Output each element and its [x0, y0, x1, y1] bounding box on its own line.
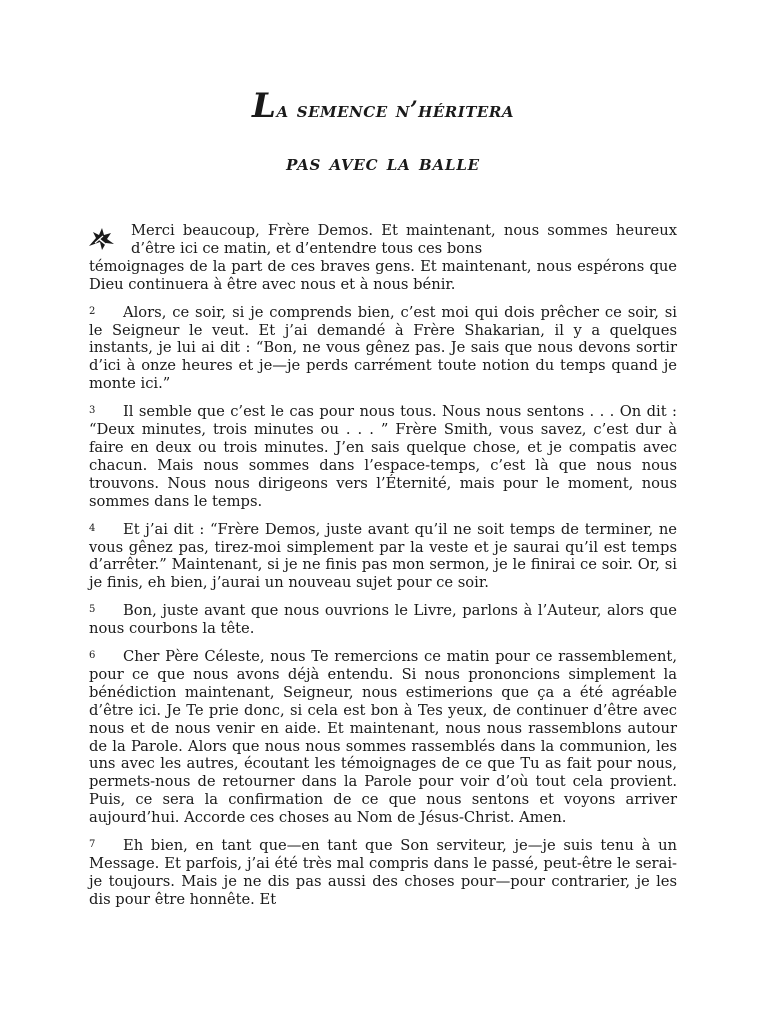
paragraph-4: [89, 521, 677, 593]
paragraph-7: [89, 837, 677, 909]
paragraph-text: Alors, ce soir, si je comprends bien, c’est moi qui dois prêcher ce soir, si le Seigneur le veut. Et j’ai demandé à Frère Shakarian, il y a quelques instants, je lui ai dit : “Bon, ne vous gênez pas. Je sais que nous devons sortir d’ici à onze heures et je—je perds carrément toute notion du temps quand je monte ici.”: [89, 303, 677, 393]
paragraph-number: 7: [89, 839, 96, 851]
title-line-2: pas avec la balle: [286, 150, 480, 176]
title-initial-cap: L: [252, 86, 277, 126]
paragraph-number: 4: [89, 522, 96, 534]
paragraph-text: Bon, juste avant que nous ouvrions le Livre, parlons à l’Auteur, alors que nous courbons la tête.: [89, 602, 677, 638]
paragraph-1: [89, 222, 677, 294]
paragraph-text: Cher Père Céleste, nous Te remercions ce matin pour ce rassemblement, pour ce que nous avons déjà entendu. Si nous prononcions simplement la bénédiction maintenant, Seigneur, nous estimerions que ça a été agréable d’être ici. Je Te prie donc, si cela est bon à Tes yeux, de continuer d’être avec nous et de nous venir en aide. Et maintenant, nous nous rassemblons autour de la Parole. Alors que nous nous sommes rassemblés dans la communion, les uns avec les autres, écoutant les témoignages de ce que Tu as fait pour nous, permets-nous de retourner dans la Parole pour voir d’où tout cela provient. Puis, ce sera la confirmation de ce que nous sentons et voyons arriver aujourd’hui. Accorde ces choses au Nom de Jésus-Christ. Amen.: [89, 648, 677, 827]
paragraph-text: Et j’ai dit : “Frère Demos, juste avant qu’il ne soit temps de terminer, ne vous gênez pas, tirez-moi simplement par la veste et je saurai qu’il est temps d’arrêter.” Maintenant, si je ne finis pas mon sermon, je le finirai ce soir. Or, si je finis, eh bien, j’aurai un nouveau sujet pour ce soir.: [89, 520, 677, 592]
paragraph-number: 3: [89, 405, 96, 417]
paragraph-1-lead: Merci beaucoup, Frère Demos. Et maintenant, nous sommes heureux d’être ici ce matin, et d’entendre tous ces bons: [131, 222, 677, 257]
title-line-1: [89, 86, 677, 126]
paragraph-text: Il semble que c’est le cas pour nous tous. Nous nous sentons . . . On dit : “Deux minutes, trois minutes ou . . . ” Frère Smith, vous savez, c’est dur à faire en deux ou trois minutes. J’en sais quelque chose, et je compatis avec chacun. Mais nous sommes dans l’espace-temps, c’est là que nous nous trouvons. Nous nous dirigeons vers l’Éternité, mais pour le moment, nous sommes dans le temps.: [89, 403, 677, 510]
paragraph-3: [89, 403, 677, 510]
paragraph-number: 6: [89, 650, 96, 662]
eagle-ornament-icon: [87, 224, 117, 252]
sermon-body: [89, 222, 677, 919]
paragraph-5: [89, 602, 677, 638]
paragraph-text: Eh bien, en tant que—en tant que Son serviteur, je—je suis tenu à un Message. Et parfois, j’ai été très mal compris dans le passé, peut-être le serai-je toujours. Mais je ne dis pas aussi des choses pour—pour contrarier, je les dis pour être honnête. Et: [89, 837, 677, 908]
paragraph-2: [89, 304, 677, 394]
paragraph-number: 5: [89, 604, 96, 616]
paragraph-number: 2: [89, 305, 96, 317]
title-line-1-rest: a semence n’héritera: [276, 97, 514, 123]
paragraph-1-text: témoignages de la part de ces braves gens. Et maintenant, nous espérons que Dieu continuera à être avec nous et à nous bénir.: [89, 257, 677, 293]
paragraph-6: [89, 648, 677, 827]
